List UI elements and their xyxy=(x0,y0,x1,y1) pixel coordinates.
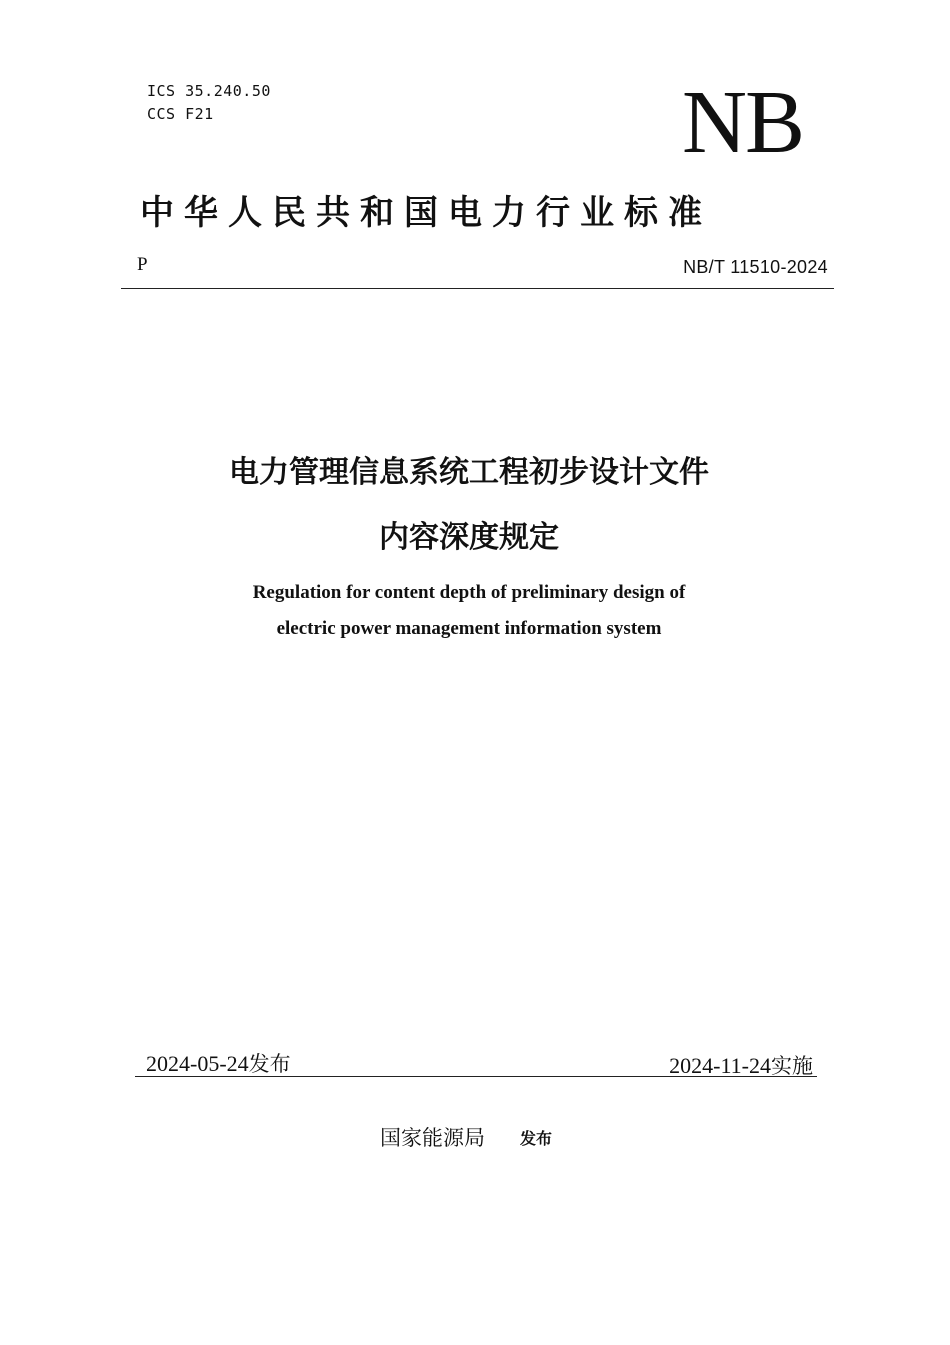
standard-number: NB/T 11510-2024 xyxy=(683,257,828,277)
english-title-line-1: Regulation for content depth of preliminary design of xyxy=(252,582,686,603)
publish-date xyxy=(146,1048,291,1078)
english-title-line-2: electric power management information system xyxy=(276,618,662,639)
footer-divider xyxy=(135,1076,817,1077)
issuing-authority: 国家能源局 xyxy=(380,1126,485,1150)
implementation-date-suffix: 实施 xyxy=(771,1054,813,1078)
implementation-date-value: 2024-11-24 xyxy=(669,1053,771,1078)
chinese-title-line-1: 电力管理信息系统工程初步设计文件 xyxy=(229,455,709,490)
issued-label: 发布 xyxy=(520,1129,553,1148)
publish-date-suffix: 发布 xyxy=(248,1052,291,1076)
publish-date-value: 2024-05-24 xyxy=(146,1051,249,1076)
ccs-code: CCS F21 xyxy=(147,105,214,123)
industry-standard-title: 中华人民共和国电力行业标准 xyxy=(140,193,712,233)
ics-code: ICS 35.240.50 xyxy=(147,82,271,100)
header-divider xyxy=(121,288,834,289)
chinese-title-line-2: 内容深度规定 xyxy=(379,520,559,555)
category-code: P xyxy=(137,254,148,275)
nb-logo: NB xyxy=(682,73,804,172)
